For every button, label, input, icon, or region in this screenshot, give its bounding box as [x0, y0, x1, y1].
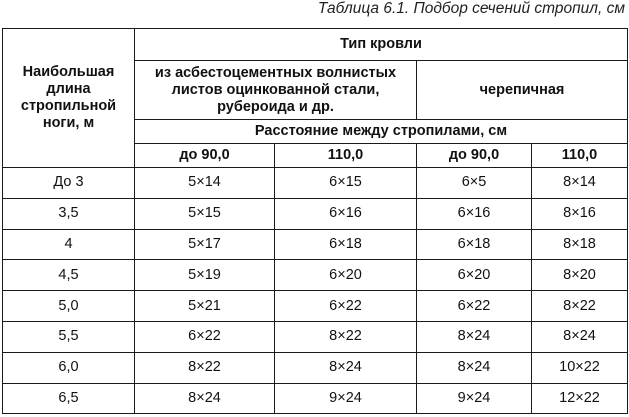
- table-row: [3, 383, 628, 414]
- row-length-cell: 3,5: [3, 198, 135, 229]
- section-cell: 8×24: [417, 321, 532, 352]
- section-cell: 8×16: [532, 198, 628, 229]
- section-cell: 6×5: [417, 168, 532, 199]
- section-cell: 6×22: [135, 321, 275, 352]
- table-row: [3, 168, 628, 199]
- header-roof-tile: черепичная: [417, 61, 628, 120]
- section-cell: 9×24: [417, 383, 532, 414]
- section-cell: 8×24: [417, 352, 532, 383]
- section-cell: 8×24: [275, 352, 417, 383]
- section-cell: 6×15: [275, 168, 417, 199]
- section-cell: 12×22: [532, 383, 628, 414]
- section-cell: 5×14: [135, 168, 275, 199]
- header-roof-sheet: из асбестоцементных волнистых листов оцинкованной стали, рубероида и др.: [135, 61, 417, 120]
- header-rafter-spacing: Расстояние между стропилами, см: [135, 120, 628, 144]
- header-spacing-value: до 90,0: [135, 144, 275, 168]
- section-cell: 8×18: [532, 229, 628, 260]
- section-cell: 8×24: [532, 321, 628, 352]
- header-roof-type: Тип кровли: [135, 29, 628, 61]
- header-spacing-value: 110,0: [275, 144, 417, 168]
- row-length-cell: 4: [3, 229, 135, 260]
- section-cell: 8×22: [532, 291, 628, 322]
- header-spacing-value: до 90,0: [417, 144, 532, 168]
- row-length-cell: 6,0: [3, 352, 135, 383]
- section-cell: 6×16: [417, 198, 532, 229]
- table-row: [3, 352, 628, 383]
- row-length-cell: До 3: [3, 168, 135, 199]
- row-length-cell: 4,5: [3, 260, 135, 291]
- header-spacing-value: 110,0: [532, 144, 628, 168]
- section-cell: 8×14: [532, 168, 628, 199]
- rafter-section-table: [2, 28, 628, 414]
- section-cell: 6×20: [275, 260, 417, 291]
- section-cell: 9×24: [275, 383, 417, 414]
- table-row: [3, 260, 628, 291]
- section-cell: 6×18: [275, 229, 417, 260]
- section-cell: 6×16: [275, 198, 417, 229]
- section-cell: 8×22: [135, 352, 275, 383]
- section-cell: 6×18: [417, 229, 532, 260]
- section-cell: 5×17: [135, 229, 275, 260]
- table-row: [3, 229, 628, 260]
- section-cell: 6×22: [417, 291, 532, 322]
- header-row-roof-type: [3, 29, 628, 61]
- section-cell: 5×19: [135, 260, 275, 291]
- row-length-cell: 5,5: [3, 321, 135, 352]
- header-rafter-length: Наибольшая длина стропильной ноги, м: [3, 29, 135, 168]
- table-row: [3, 321, 628, 352]
- row-length-cell: 6,5: [3, 383, 135, 414]
- section-cell: 5×15: [135, 198, 275, 229]
- table-row: [3, 198, 628, 229]
- section-cell: 8×20: [532, 260, 628, 291]
- table-caption: Таблица 6.1. Подбор сечений стропил, см: [317, 0, 625, 17]
- row-length-cell: 5,0: [3, 291, 135, 322]
- section-cell: 6×22: [275, 291, 417, 322]
- table-row: [3, 291, 628, 322]
- section-cell: 6×20: [417, 260, 532, 291]
- section-cell: 8×22: [275, 321, 417, 352]
- section-cell: 8×24: [135, 383, 275, 414]
- section-cell: 10×22: [532, 352, 628, 383]
- section-cell: 5×21: [135, 291, 275, 322]
